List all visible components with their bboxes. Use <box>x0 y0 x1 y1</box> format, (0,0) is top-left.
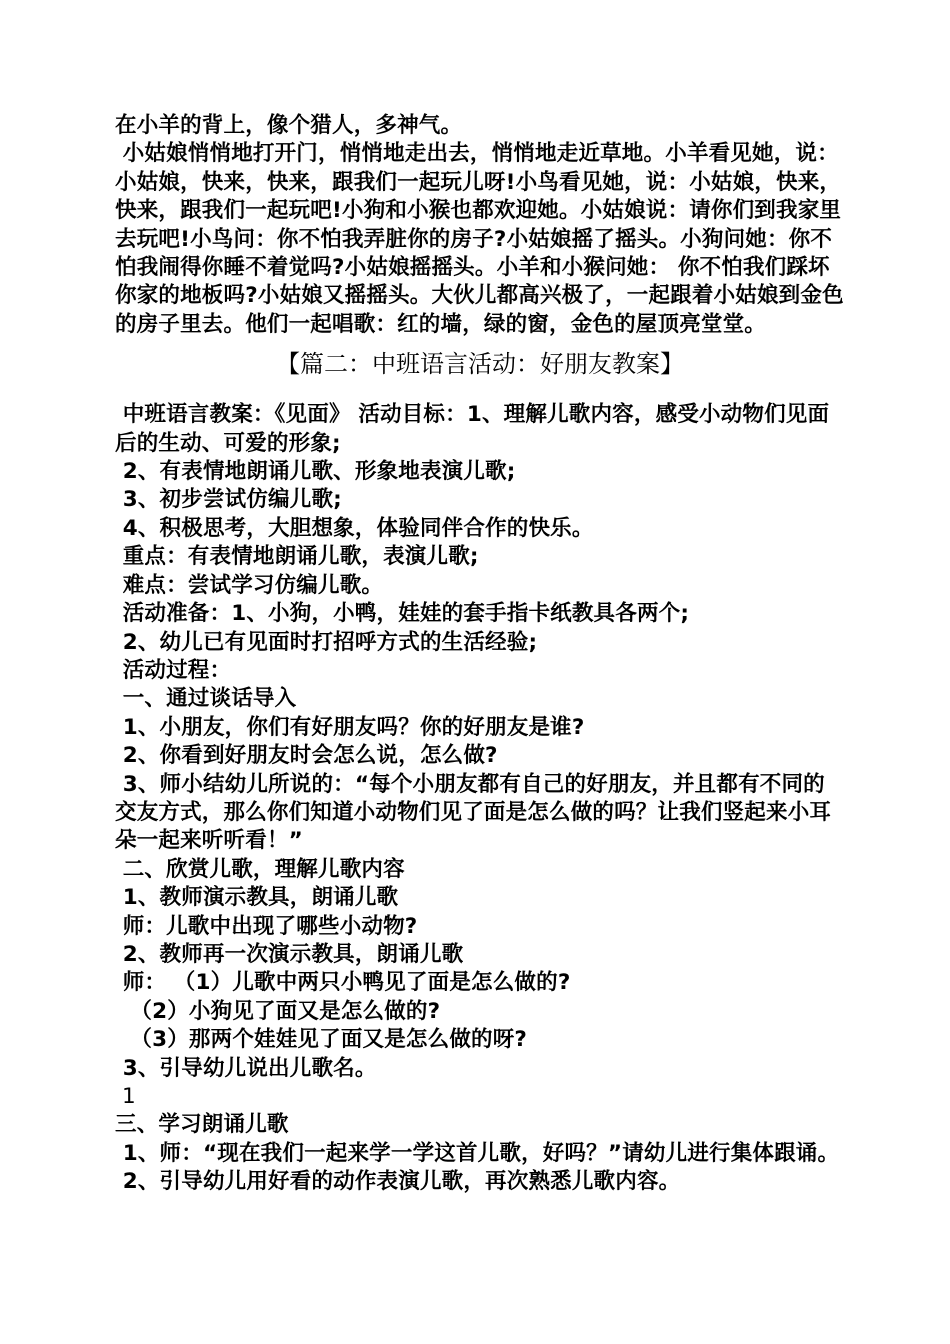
lesson-line: 2、引导幼儿用好看的动作表演儿歌，再次熟悉儿歌内容。 <box>115 1169 681 1195</box>
lesson-line: 4、积极思考，大胆想象，体验同伴合作的快乐。 <box>115 515 594 541</box>
section-title: 【篇二：中班语言活动：好朋友教案】 <box>276 350 684 379</box>
lesson-line: 活动过程： <box>115 657 232 683</box>
lesson-line: 难点：尝试学习仿编儿歌。 <box>115 572 384 598</box>
lesson-line: 1、师：“现在我们一起来学一学这首儿歌，好吗？”请幼儿进行集体跟诵。 <box>115 1140 840 1166</box>
lesson-line: 三、学习朗诵儿歌 <box>115 1112 289 1138</box>
lesson-line: 3、引导幼儿说出儿歌名。 <box>115 1055 377 1081</box>
lesson-line: 师： （1）儿歌中两只小鸭见了面是怎么做的? <box>115 970 571 996</box>
lesson-line: 师：儿歌中出现了哪些小动物? <box>115 913 418 939</box>
lesson-line: 1、小朋友，你们有好朋友吗？你的好朋友是谁? <box>115 714 585 740</box>
lesson-line: 2、你看到好朋友时会怎么说，怎么做? <box>115 743 498 769</box>
lesson-line: 1、教师演示教具，朗诵儿歌 <box>115 885 399 911</box>
lesson-line: 2、教师再一次演示教具，朗诵儿歌 <box>115 941 464 967</box>
lesson-line: （3）那两个娃娃见了面又是怎么做的呀? <box>115 1027 528 1053</box>
lesson-line: （2）小狗见了面又是怎么做的? <box>115 998 441 1024</box>
lesson-line: 重点：有表情地朗诵儿歌，表演儿歌; <box>115 544 479 570</box>
lesson-line: 一、通过谈话导入 <box>115 686 297 712</box>
lesson-line: 3、初步尝试仿编儿歌; <box>115 487 342 513</box>
page-number: 1 <box>115 1084 136 1109</box>
lesson-line: 活动准备：1、小狗，小鸭，娃娃的套手指卡纸教具各两个; <box>115 601 690 627</box>
lesson-line: 2、有表情地朗诵儿歌、形象地表演儿歌; <box>115 459 516 485</box>
lesson-line: 二、欣赏儿歌，理解儿歌内容 <box>115 856 405 882</box>
document-page <box>115 112 845 1197</box>
lesson-line: 2、幼儿已有见面时打招呼方式的生活经验; <box>115 629 538 655</box>
lesson-line: 中班语言教案：《见面》 活动目标：1、理解儿歌内容，感受小动物们见面后的生动、可爱的形象; <box>115 402 830 456</box>
lesson-line: 3、师小结幼儿所说的：“每个小朋友都有自己的好朋友，并且都有不同的交友方式，那么你们知道小动物们见了面是怎么做的吗？让我们竖起来小耳朵一起来听听看！” <box>115 771 832 854</box>
story-line: 在小羊的背上，像个猎人，多神气。 <box>115 113 463 138</box>
story-paragraph: 小姑娘悄悄地打开门，悄悄地走出去，悄悄地走近草地。小羊看见她，说：小姑娘，快来，快来，跟我们一起玩儿呀!小鸟看见她，说：小姑娘，快来，快来，跟我们一起玩吧!小狗和小猴也都欢迎她。小姑娘说：请你们到我家里去玩吧!小鸟问：你不怕我弄脏你的房子?小姑娘摇了摇头。小狗问她：你不怕我闹得你睡不着觉吗?小姑娘摇摇头。小羊和小猴问她： 你不怕我们踩坏你家的地板吗?小姑娘又摇摇头。大伙儿都高兴极了，一起跟着小姑娘到金色的房子里去。他们一起唱歌：红的墙，绿的窗，金色的屋顶亮堂堂。 <box>115 141 844 337</box>
